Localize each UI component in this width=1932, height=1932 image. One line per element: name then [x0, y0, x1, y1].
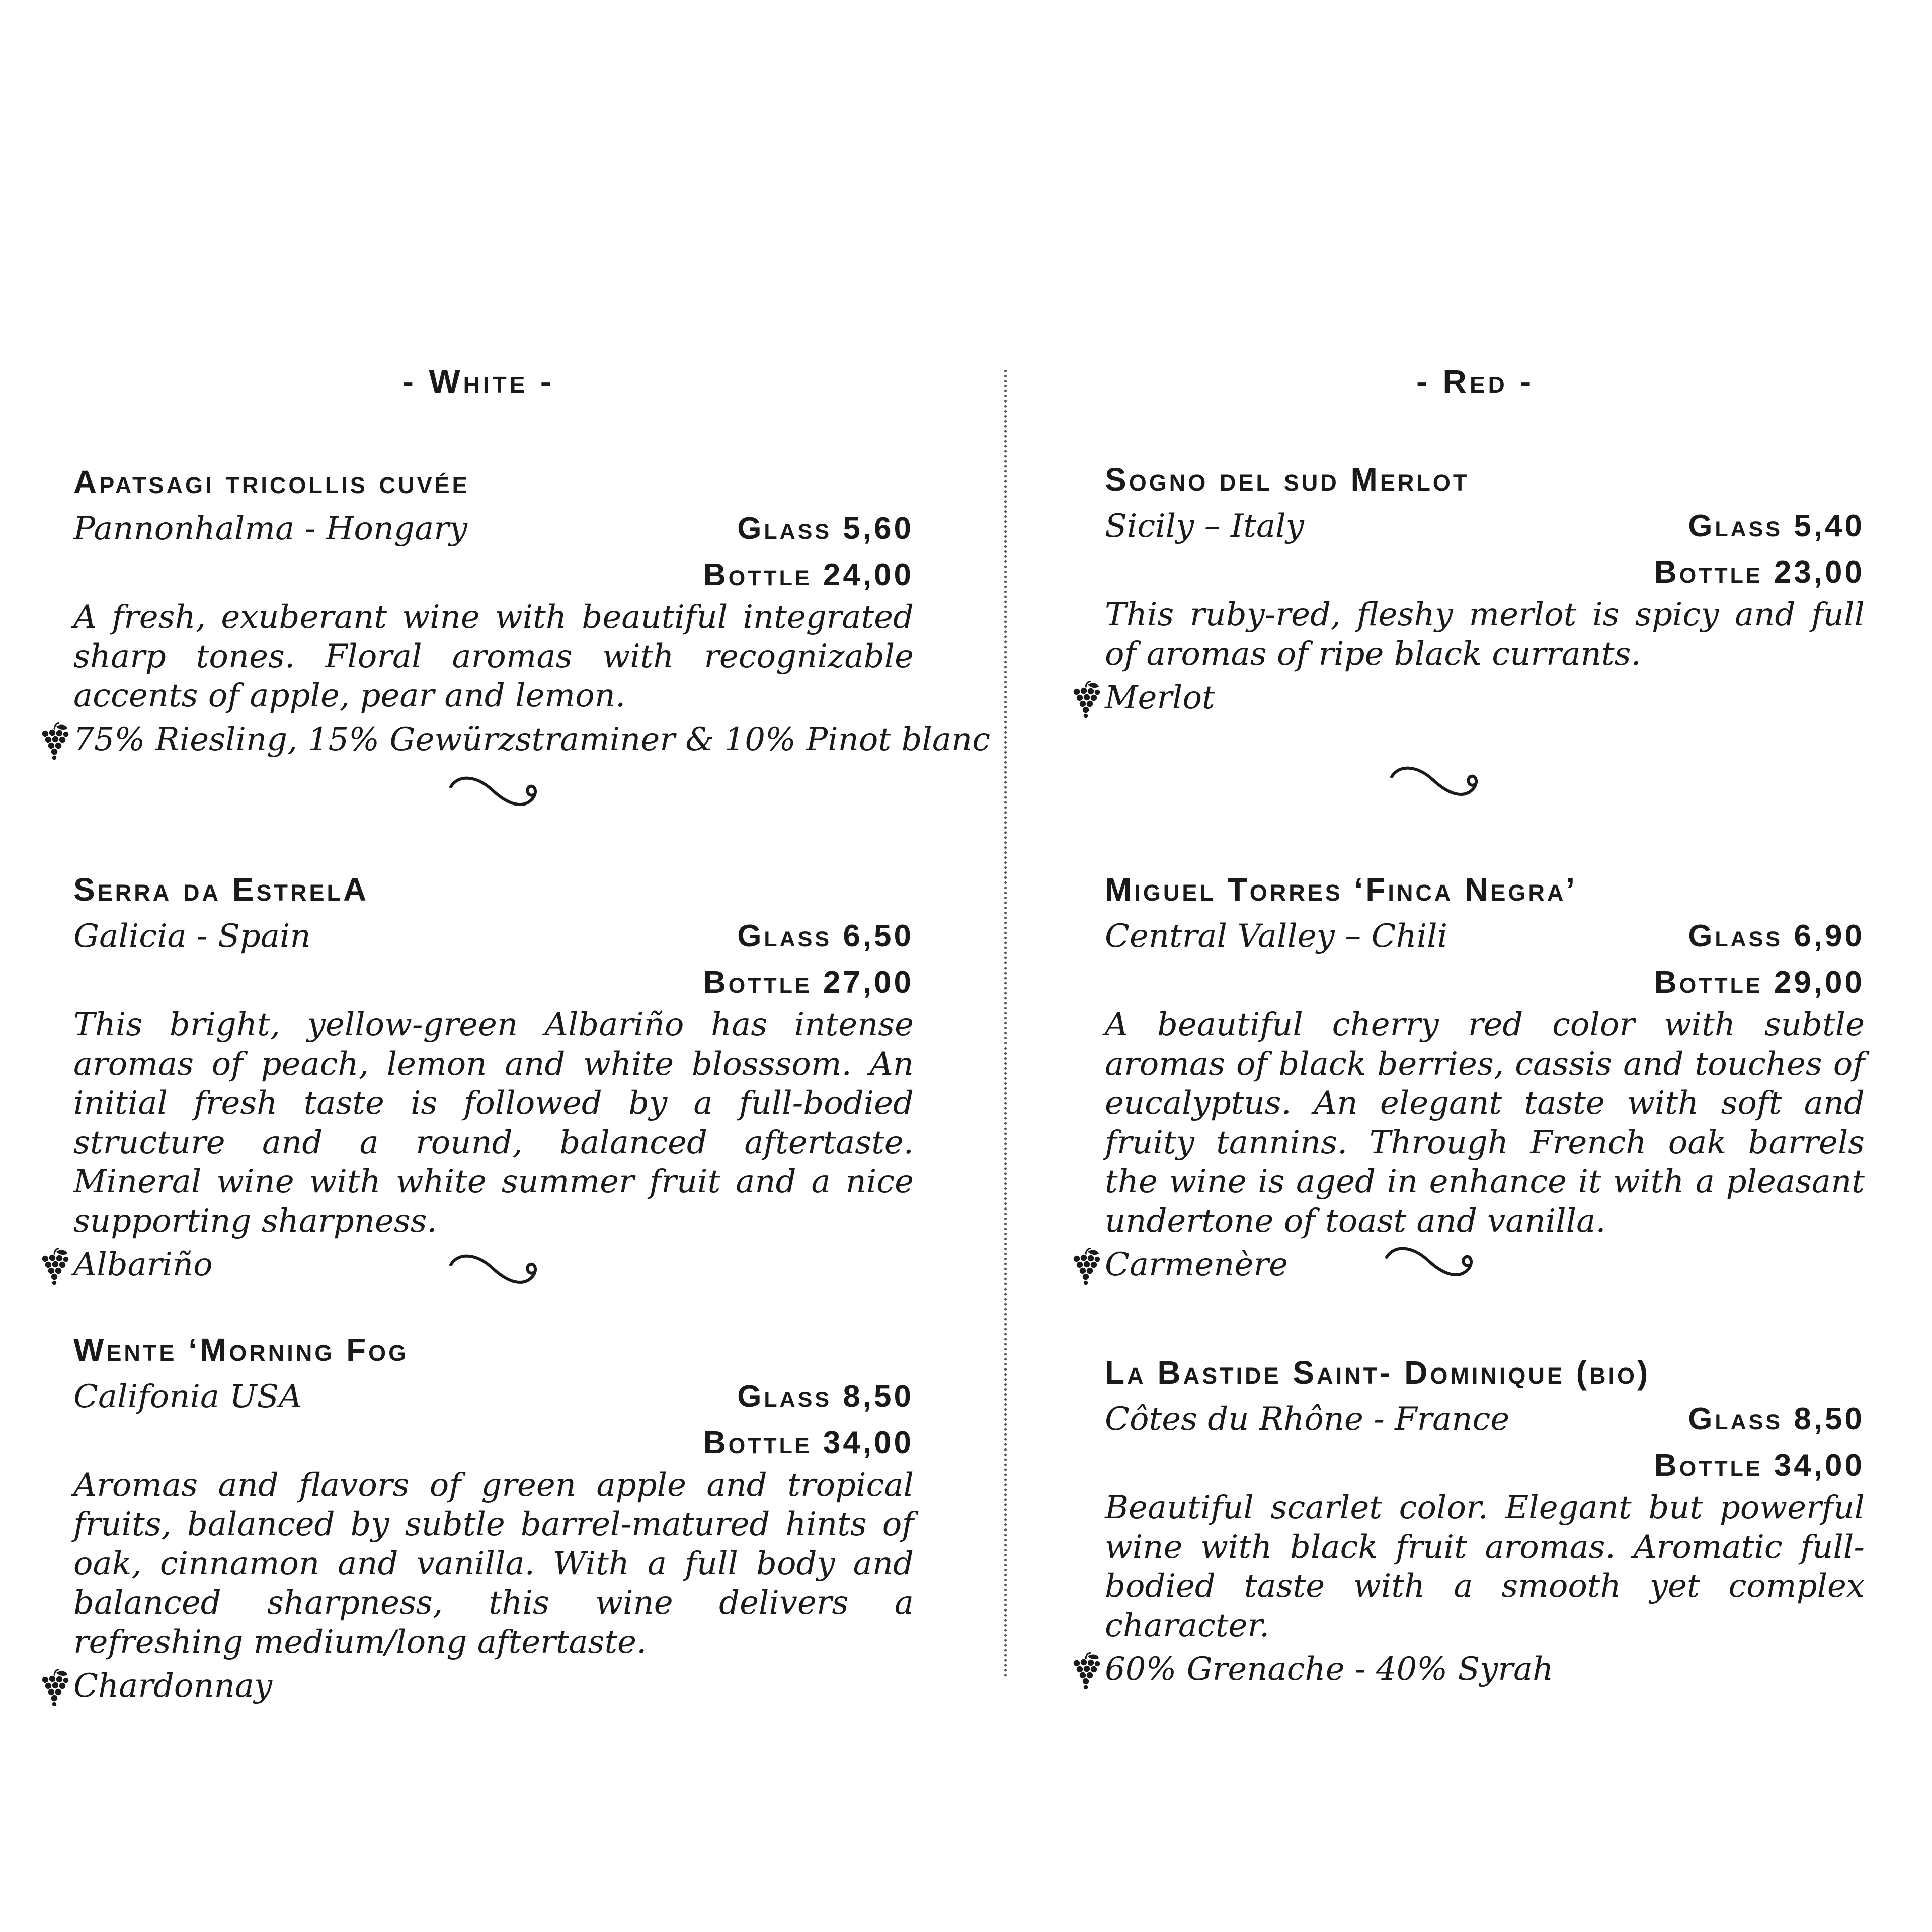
wine-card — [1105, 455, 1865, 722]
glass-price: Glass 8,50 — [737, 1379, 914, 1414]
glass-price: Glass 5,40 — [1688, 509, 1865, 543]
wine-name: Sogno del sud Merlot — [1105, 461, 1470, 498]
wine-card — [73, 1326, 914, 1710]
wine-name: Miguel Torres ‘Finca Negra’ — [1105, 871, 1578, 908]
grape-text: Chardonnay — [73, 1667, 273, 1705]
grape-varieties — [1105, 1645, 1865, 1694]
bottle-price: Bottle 34,00 — [1654, 1448, 1865, 1483]
wine-card — [73, 865, 914, 1289]
wine-card — [73, 458, 991, 764]
grape-varieties — [73, 1662, 914, 1710]
wine-description: Aromas and flavors of green apple and tropical fruits, balanced by subtle barrel-matured hints of oak, cinnamon and vanilla. With a full body and balanced sharpness, this wine delivers a refreshing medium/long aftertaste. — [73, 1467, 914, 1661]
wine-name: Serra da EstrelA — [73, 871, 369, 908]
wine-description: A beautiful cherry red color with subtle aromas of black berries, cassis and touches of eucalyptus. An elegant taste with soft and fruity tannins. Through French oak barrels the wine is aged in enhance it with a pleasant undertone of toast and vanilla. — [1105, 1006, 1865, 1240]
swash-divider-icon — [1389, 760, 1489, 805]
wine-name: Wente ‘Morning Fog — [73, 1332, 409, 1368]
wine-card — [1105, 1348, 1865, 1694]
bottle-price: Bottle 34,00 — [703, 1425, 914, 1460]
grape-text: Carmenère — [1105, 1246, 1288, 1283]
grape-varieties — [73, 715, 991, 764]
wine-origin: Pannonhalma - Hongary — [73, 510, 467, 547]
glass-price: Glass 8,50 — [1688, 1402, 1865, 1436]
wine-name: Apatsagi tricollis cuvée — [73, 464, 470, 500]
wine-description: This ruby-red, fleshy merlot is spicy and full of aromas of ripe black currants. — [1105, 596, 1865, 673]
grape-varieties — [1105, 1241, 1865, 1289]
bottle-price: Bottle 24,00 — [703, 557, 914, 592]
grape-text: Albariño — [73, 1246, 213, 1283]
bottle-price: Bottle 23,00 — [1654, 555, 1865, 590]
grapes-icon — [1071, 681, 1101, 719]
wine-description: This bright, yellow-green Albariño has intense aromas of peach, lemon and white blosssom. An initial fresh taste is followed by a full-bodied structure and a round, balanced aftertaste. Mineral wine with white summer fruit and a nice supporting sharpness. — [73, 1006, 914, 1240]
wine-origin: Central Valley – Chili — [1105, 918, 1448, 955]
grape-varieties — [1105, 674, 1865, 722]
wine-origin: Sicily – Italy — [1105, 508, 1304, 545]
grape-text: 60% Grenache - 40% Syrah — [1105, 1651, 1554, 1688]
bottle-price: Bottle 29,00 — [1654, 965, 1865, 1000]
column-divider — [1004, 370, 1007, 1678]
white-section-title: - White - — [403, 363, 554, 400]
swash-divider-icon — [448, 770, 548, 815]
grapes-icon — [39, 1248, 69, 1286]
wine-description: A fresh, exuberant wine with beautiful integrated sharp tones. Floral aromas with recognizable accents of apple, pear and lemon. — [73, 599, 914, 714]
wine-origin: Galicia - Spain — [73, 918, 311, 955]
swash-divider-icon — [1384, 1240, 1484, 1285]
glass-price: Glass 6,90 — [1688, 919, 1865, 953]
grape-text: 75% Riesling, 15% Gewürzstraminer & 10% Pinot blanc — [73, 721, 991, 758]
wine-name: La Bastide Saint- Dominique (bio) — [1105, 1354, 1651, 1391]
glass-price: Glass 6,50 — [737, 919, 914, 953]
wine-origin: Califonia USA — [73, 1378, 302, 1415]
wine-description: Beautiful scarlet color. Elegant but powerful wine with black fruit aromas. Aromatic full-bodied taste with a smooth yet complex character. — [1105, 1489, 1865, 1644]
grapes-icon — [39, 722, 69, 761]
wine-card — [1105, 865, 1865, 1289]
grapes-icon — [39, 1669, 69, 1707]
grape-text: Merlot — [1105, 679, 1215, 716]
red-section-title: - Red - — [1416, 363, 1535, 400]
bottle-price: Bottle 27,00 — [703, 965, 914, 1000]
glass-price: Glass 5,60 — [737, 511, 914, 546]
grapes-icon — [1071, 1652, 1101, 1691]
swash-divider-icon — [448, 1248, 548, 1293]
wine-origin: Côtes du Rhône - France — [1105, 1401, 1510, 1438]
grapes-icon — [1071, 1248, 1101, 1286]
